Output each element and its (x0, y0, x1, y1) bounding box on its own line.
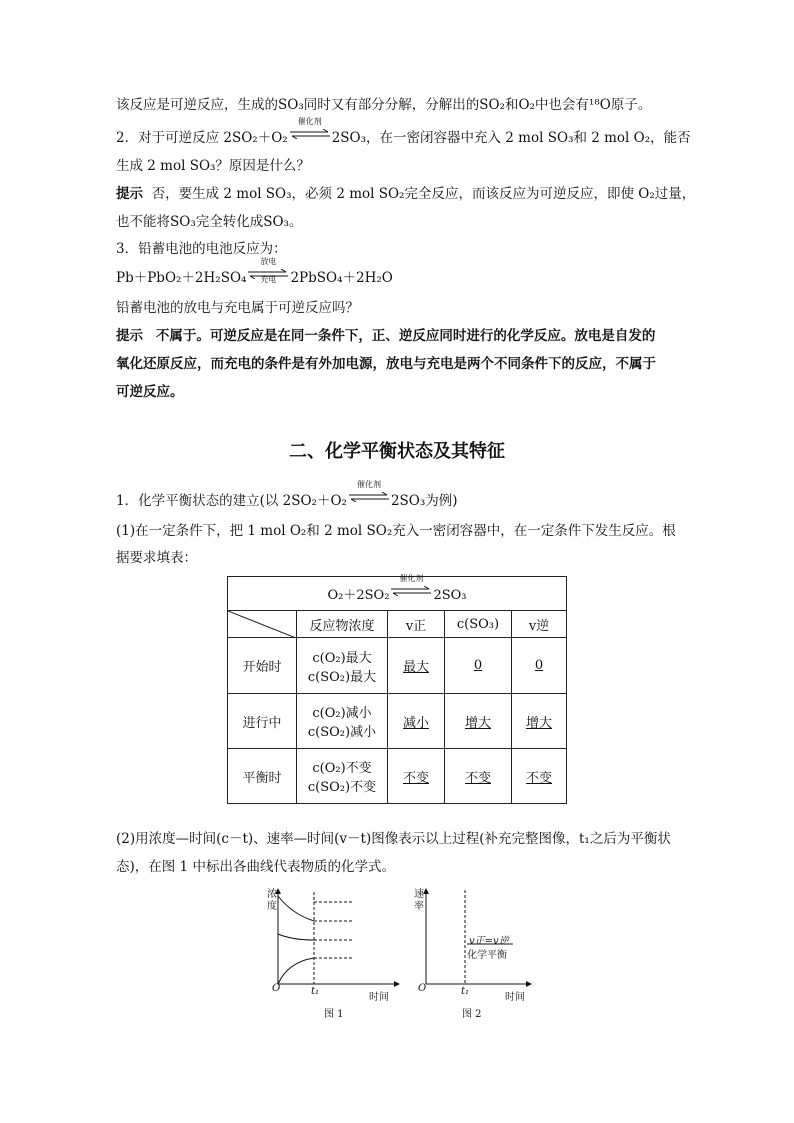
sub-2-line2: 态)，在图 1 中标出各曲线代表物质的化学式。 (116, 859, 395, 875)
reversible-arrow: 催化剂 (347, 491, 391, 507)
hint-2: 提示 否，要生成 2 mol SO₃，必须 2 mol SO₂完全反应，而该反应为可逆反应，即使 O₂过量， (116, 186, 696, 202)
sub-1: (1)在一定条件下，把 1 mol O₂和 2 mol SO₂充入一密闭容器中，在一定条件下发生反应。根 (116, 523, 676, 539)
equilibrium-table (227, 576, 567, 804)
fig2-equal-rates: v正=v逆 (469, 936, 509, 947)
fig1-xlabel: 时间 (369, 992, 389, 1003)
question-2-line2: 生成 2 mol SO₃？原因是什么？ (116, 158, 310, 174)
reversible-arrow: 催化剂 (288, 128, 332, 144)
fig2-ylabel: 速 (414, 889, 424, 900)
fig2-xlabel: 时间 (505, 992, 525, 1003)
fig2-origin: O (418, 983, 427, 994)
hint-3: 提示 不属于。可逆反应是在同一条件下，正、逆反应同时进行的化学反应。放电是自发的 (116, 328, 656, 344)
lead-battery-equation: Pb＋PbO₂＋2H₂SO₄ 放电 充电 2PbSO₄＋2H₂O (116, 257, 393, 286)
table-row: 开始时 c(O₂)最大 c(SO₂)最大 最大 0 0 (228, 638, 567, 694)
sub-1-line2: 据要求填表： (116, 550, 197, 566)
col-header: 反应物浓度 (297, 611, 388, 638)
reversible-arrow: 催化剂 (389, 585, 433, 601)
table-row: 进行中 c(O₂)减小 c(SO₂)减小 减小 增大 增大 (228, 694, 567, 749)
fig1-t1: t₁ (311, 986, 320, 997)
figure-2-caption: 图 2 (462, 1009, 482, 1020)
section-title: 二、化学平衡状态及其特征 (289, 441, 505, 462)
sub-2: (2)用浓度—时间(c－t)、速率—时间(v－t)图像表示以上过程(补充完整图像，t₁之后为平衡状 (116, 831, 671, 847)
diagonal-cell (228, 611, 297, 638)
question-2: 2．对于可逆反应 2SO₂＋O₂ 催化剂 2SO₃，在一密闭容器中充入 2 mol SO₃和 2 mol O₂，能否 (116, 117, 691, 146)
question-3-ask: 铅蓄电池的放电与充电属于可逆反应吗？ (116, 300, 359, 316)
question-3: 3．铅蓄电池的电池反应为： (116, 241, 287, 257)
table-header-equation: O₂＋2SO₂ 催化剂 2SO₃ (228, 577, 567, 611)
paragraph-so3: 该反应是可逆反应，生成的SO₃同时又有部分分解，分解出的SO₂和O₂中也会有¹⁸O原子。 (116, 97, 652, 113)
hint-2-line2: 也不能将SO₃完全转化成SO₃。 (116, 214, 303, 230)
col-header: v正 (388, 611, 445, 638)
table-row: 平衡时 c(O₂)不变 c(SO₂)不变 不变 不变 不变 (228, 749, 567, 804)
reversible-arrow: 放电 充电 (246, 268, 290, 284)
figure-1-concentration-time (262, 884, 402, 996)
fig2-ylabel: 率 (414, 901, 424, 912)
hint-3-line2: 氧化还原反应，而充电的条件是有外加电源，放电与充电是两个不同条件下的反应，不属于 (116, 356, 656, 372)
col-header: v逆 (512, 611, 567, 638)
figure-1-caption: 图 1 (324, 1009, 344, 1020)
fig1-origin: O (272, 983, 281, 994)
item-1: 1．化学平衡状态的建立(以 2SO₂＋O₂ 催化剂 2SO₃为例) (116, 480, 458, 509)
fig1-ylabel: 浓 (267, 889, 277, 900)
fig2-t1: t₁ (461, 986, 470, 997)
hint-3-line3: 可逆反应。 (116, 384, 184, 400)
fig1-ylabel: 度 (267, 901, 277, 912)
col-header: c(SO₃) (445, 611, 512, 638)
fig2-equilibrium-label: 化学平衡 (467, 950, 507, 961)
